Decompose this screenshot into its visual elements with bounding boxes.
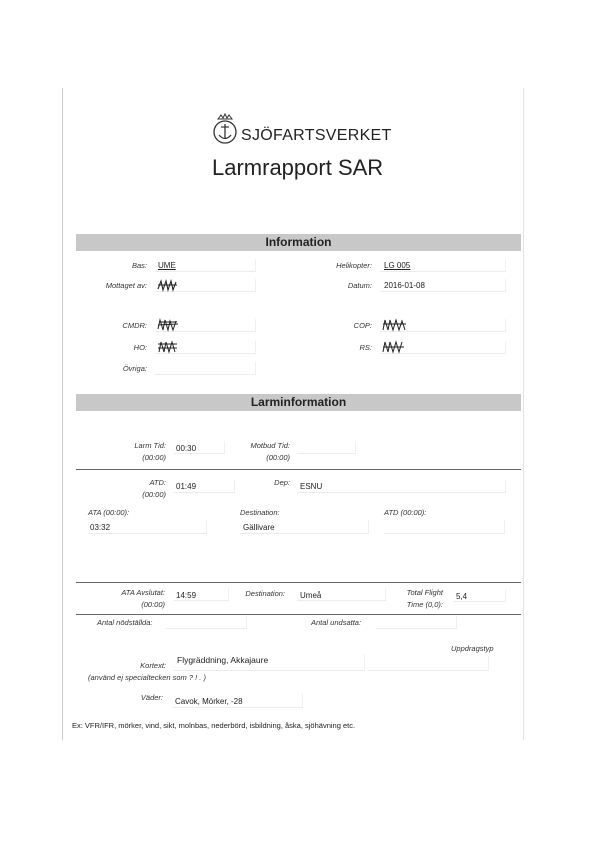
uppdragstyp-field[interactable] xyxy=(368,656,489,671)
motbud-tid-field[interactable] xyxy=(297,441,356,454)
kortext-value: Flygräddning, Akkajaure xyxy=(177,655,269,665)
cop-label: COP: xyxy=(353,321,372,330)
information-section-header: Information xyxy=(76,234,521,251)
total-flight-unit: Time (0,0): xyxy=(406,600,443,609)
ata-avslutat-label: ATA Avslutat: xyxy=(121,588,165,597)
antal-nodstallda-field[interactable] xyxy=(166,616,247,629)
antal-undsatta-field[interactable] xyxy=(376,616,457,629)
atd-unit: (00:00) xyxy=(142,490,166,499)
uppdragstyp-label: Uppdragstyp xyxy=(451,644,494,653)
ovriga-field[interactable] xyxy=(155,362,256,375)
larm-tid-label: Larm Tid: xyxy=(134,441,166,450)
atd2-label: ATD (00:00): xyxy=(384,508,427,517)
redaction-mark xyxy=(382,318,408,332)
cmdr-label: CMDR: xyxy=(122,321,147,330)
redaction-mark xyxy=(157,340,179,354)
datum-label: Datum: xyxy=(347,281,372,290)
bas-value: UME xyxy=(158,261,176,270)
total-flight-value: 5,4 xyxy=(456,592,468,601)
ata-avslutat-value: 14:59 xyxy=(176,591,197,600)
atd-label: ATD: xyxy=(149,478,166,487)
total-flight-label: Total Flight xyxy=(406,588,443,597)
datum-value: 2016-01-08 xyxy=(384,281,425,290)
ata-value: 03:32 xyxy=(90,523,111,532)
antal-undsatta-label: Antal undsatta: xyxy=(311,618,362,627)
motbud-tid-label: Motbud Tid: xyxy=(250,441,290,450)
redaction-mark xyxy=(157,279,179,292)
vader-label: Väder: xyxy=(140,693,163,702)
redaction-mark xyxy=(157,318,179,332)
destination-value: Gällivare xyxy=(243,523,275,532)
larm-tid-unit: (00:00) xyxy=(142,453,166,462)
divider xyxy=(76,582,521,583)
destination-label: Destination: xyxy=(240,508,280,517)
divider xyxy=(76,469,521,470)
antal-nodstallda-label: Antal nödställda: xyxy=(97,618,153,627)
dep-field[interactable] xyxy=(297,480,506,493)
ho-label: HO: xyxy=(133,343,147,352)
dep-value: ESNU xyxy=(300,482,323,491)
dep-label: Dep: xyxy=(274,478,290,487)
larminformation-section-header: Larminformation xyxy=(76,394,521,411)
atd2-field[interactable] xyxy=(384,520,505,534)
sjofartsverket-emblem-icon xyxy=(212,113,238,147)
larm-tid-value: 00:30 xyxy=(176,444,197,453)
ata-avslutat-unit: (00:00) xyxy=(141,600,165,609)
divider xyxy=(76,614,521,615)
redaction-mark xyxy=(382,340,406,354)
ata-label: ATA (00:00): xyxy=(88,508,130,517)
bas-label: Bas: xyxy=(131,261,147,270)
kortext-label: Kortext: xyxy=(140,661,166,670)
destination2-label: Destination: xyxy=(245,589,285,598)
ovriga-label: Övriga: xyxy=(122,364,147,373)
document-title: Larmrapport SAR xyxy=(212,155,384,180)
mottaget-label: Mottaget av: xyxy=(105,281,147,290)
document-page xyxy=(62,88,524,740)
atd-value: 01:49 xyxy=(176,482,197,491)
helikopter-value: LG 005 xyxy=(384,261,411,270)
org-name: SJÖFARTSVERKET xyxy=(241,127,392,144)
kortext-note: (använd ej specialtecken som ? ! . ) xyxy=(88,673,206,682)
footnote: Ex: VFR/IFR, mörker, vind, sikt, molnbas, nederbörd, isbildning, åska, sjöhävning etc. xyxy=(72,721,356,730)
rs-label: RS: xyxy=(359,343,372,352)
vader-value: Cavok, Mörker, -28 xyxy=(175,697,243,706)
helikopter-label: Helikopter: xyxy=(336,261,372,270)
destination2-value: Umeå xyxy=(300,591,322,600)
motbud-tid-unit: (00:00) xyxy=(266,453,290,462)
